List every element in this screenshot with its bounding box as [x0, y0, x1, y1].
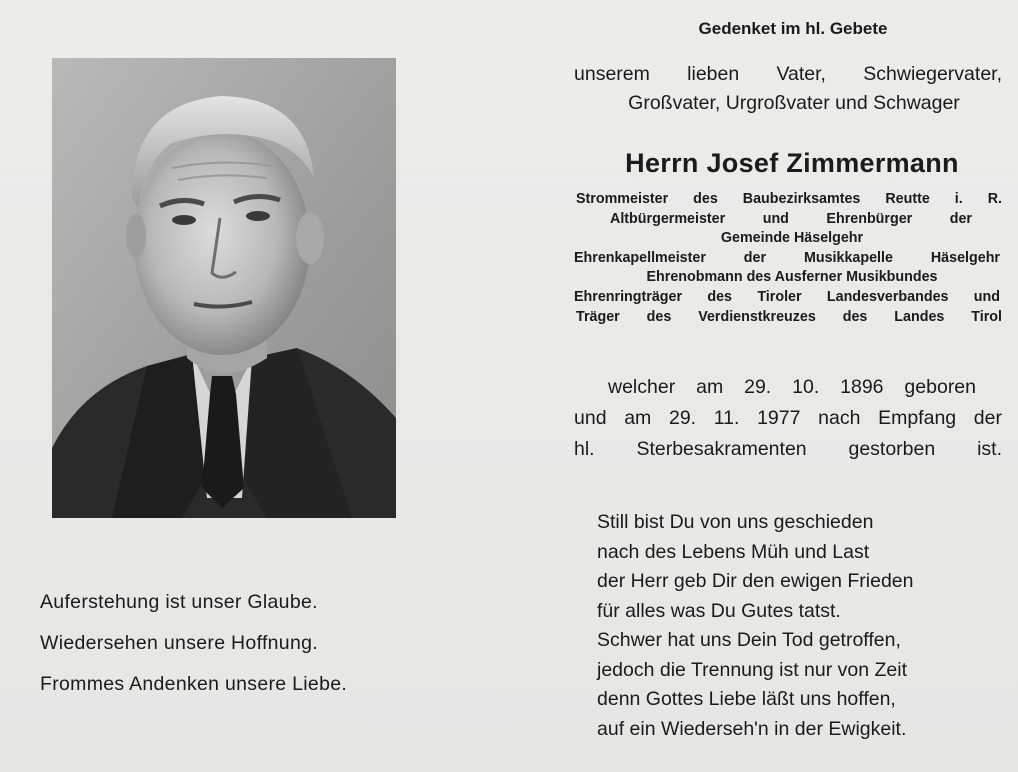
poem [597, 508, 1007, 744]
poem-line: der Herr geb Dir den ewigen Frieden [597, 570, 914, 592]
birth-line: welcher am 29. 10. 1896 geboren [608, 376, 976, 398]
birth-death-text [570, 372, 1004, 465]
deceased-name: Herrn Josef Zimmermann [625, 148, 959, 178]
poem-line: Schwer hat uns Dein Tod getroffen, [597, 629, 901, 651]
left-verse [40, 582, 420, 705]
title-line: Ehrenkapellmeister der Musikkapelle Häselgehr [574, 249, 1000, 266]
poem-line: für alles was Du Gutes tatst. [597, 599, 841, 622]
verse-line-3: Frommes Andenken unsere Liebe. [40, 673, 348, 695]
intro [570, 60, 1004, 118]
portrait-photo [52, 58, 396, 518]
title-line: Ehrenobmann des Ausferner Musikbundes [646, 269, 938, 286]
title-line: Gemeinde Häselgehr [720, 230, 864, 247]
title-line: Träger des Verdienstkreuzes des Landes Tirol [576, 308, 1002, 325]
title-line: Altbürgermeister und Ehrenbürger der [610, 210, 972, 227]
poem-line: denn Gottes Liebe läßt uns hoffen, [597, 688, 896, 710]
verse-line-1: Auferstehung ist unser Glaube. [40, 591, 318, 613]
poem-line: auf ein Wiederseh'n in der Ewigkeit. [597, 717, 907, 740]
heading: Gedenket im hl. Gebete [698, 19, 888, 38]
poem-line: Still bist Du von uns geschieden [597, 511, 874, 533]
titles-list [570, 190, 1004, 327]
title-line: Strommeister des Baubezirksamtes Reutte i. R. [576, 191, 1002, 207]
death-line: und am 29. 11. 1977 nach Empfang der [574, 407, 1002, 429]
title-line: Ehrenringträger des Tiroler Landesverbandes und [574, 288, 1000, 305]
poem-line: jedoch die Trennung ist nur von Zeit [597, 658, 908, 681]
poem-line: nach des Lebens Müh und Last [597, 540, 870, 563]
intro-line-1: unserem lieben Vater, Schwiegervater, [574, 63, 1002, 85]
verse-line-2: Wiedersehen unsere Hoffnung. [40, 632, 318, 654]
intro-line-2: Großvater, Urgroßvater und Schwager [628, 92, 960, 114]
sacraments-line: hl. Sterbesakramenten gestorben ist. [574, 438, 1002, 460]
